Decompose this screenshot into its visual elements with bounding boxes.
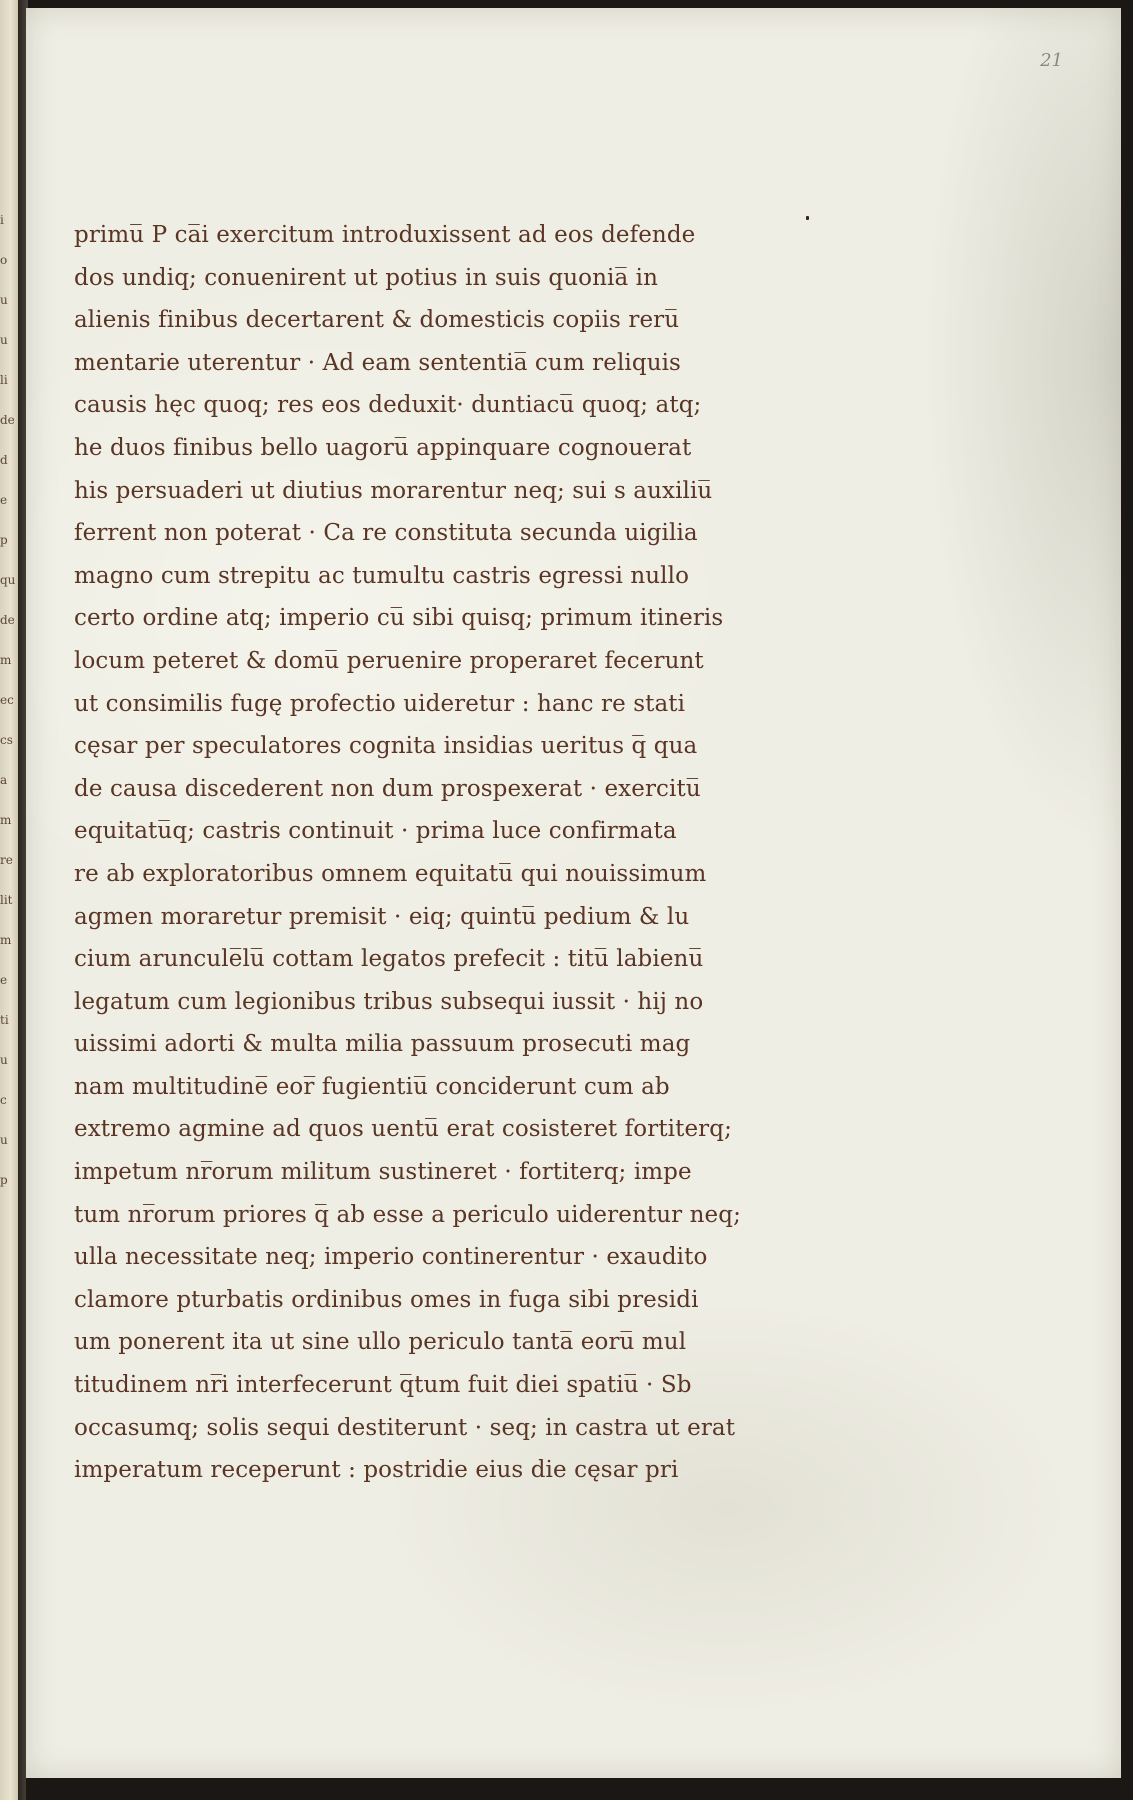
margin-fragment: u <box>0 1053 8 1067</box>
manuscript-line: clamore pturbatis ordinibus omes in fuga sibi presidi <box>74 1286 699 1313</box>
margin-fragment: qu <box>0 573 16 587</box>
manuscript-line: extremo agmine ad quos uentu̅ erat cosisteret fortiterq; <box>74 1116 732 1143</box>
margin-fragment: e <box>0 493 8 507</box>
manuscript-line: nam multitudine̅ eor̅ fugientiu̅ conciderunt cum ab <box>74 1073 670 1100</box>
margin-fragment: m <box>0 933 12 947</box>
manuscript-line: ferrent non poterat · Ca re constituta secunda uigilia <box>74 520 698 547</box>
manuscript-line: equitatu̅q; castris continuit · prima luce confirmata <box>74 818 677 845</box>
manuscript-line: titudinem nr̅i interfecerunt q̅tum fuit diei spatiu̅ · Sb <box>74 1372 692 1399</box>
manuscript-line: agmen moraretur premisit · eiq; quintu̅ pedium & lu <box>74 903 690 930</box>
margin-fragment: re <box>0 853 13 867</box>
manuscript-line: alienis finibus decertarent & domesticis copiis reru̅ <box>74 307 680 334</box>
manuscript-line: he duos finibus bello uagoru̅ appinquare cognouerat <box>74 434 692 461</box>
previous-page-margin-text <box>0 200 18 1200</box>
manuscript-line: re ab exploratoribus omnem equitatu̅ qui nouissimum <box>74 860 707 887</box>
ink-dot-mark <box>806 216 809 220</box>
manuscript-line: causis hęc quoq; res eos deduxit· duntiacu̅ quoq; atq; <box>74 392 702 419</box>
margin-fragment: p <box>0 533 8 547</box>
manuscript-line: uissimi adorti & multa milia passuum prosecuti mag <box>74 1031 691 1058</box>
manuscript-line: primu̅ P ca̅i exercitum introduxissent ad eos defende <box>74 222 696 248</box>
margin-fragment: de <box>0 613 15 627</box>
margin-fragment: u <box>0 1133 8 1147</box>
margin-fragment: m <box>0 813 12 827</box>
manuscript-line: occasumq; solis sequi destiterunt · seq; in castra ut erat <box>74 1414 736 1441</box>
bottom-edge <box>26 1778 1121 1800</box>
margin-fragment: de <box>0 413 15 427</box>
margin-fragment: p <box>0 1173 8 1187</box>
manuscript-line: ut consimilis fugę profectio uideretur : hanc re stati <box>74 690 686 717</box>
manuscript-line: certo ordine atq; imperio cu̅ sibi quisq; primum itineris <box>74 605 724 632</box>
manuscript-line: cium aruncule̅lu̅ cottam legatos prefecit : titu̅ labienu̅ <box>74 946 704 973</box>
margin-fragment: cs <box>0 733 13 747</box>
manuscript-line: legatum cum legionibus tribus subsequi iussit · hij no <box>74 988 704 1015</box>
margin-fragment: u <box>0 293 8 307</box>
folio-number: 21 <box>1040 50 1063 71</box>
margin-fragment: lit <box>0 893 13 907</box>
margin-fragment: i <box>0 213 4 227</box>
manuscript-line: his persuaderi ut diutius morarentur neq; sui s auxiliu̅ <box>74 477 713 504</box>
manuscript-line: de causa discederent non dum prospexerat · exercitu̅ <box>74 775 701 802</box>
margin-fragment: ec <box>0 693 14 707</box>
manuscript-line: locum peteret & domu̅ peruenire properaret fecerunt <box>74 647 704 674</box>
margin-fragment: li <box>0 373 8 387</box>
margin-fragment: o <box>0 253 8 267</box>
manuscript-line: imperatum receperunt : postridie eius die cęsar pri <box>74 1457 679 1484</box>
manuscript-text-block <box>74 214 844 1492</box>
margin-fragment: e <box>0 973 8 987</box>
manuscript-line: magno cum strepitu ac tumultu castris egressi nullo <box>74 562 690 589</box>
manuscript-line: dos undiq; conuenirent ut potius in suis quonia̅ in <box>74 264 659 291</box>
manuscript-line: um ponerent ita ut sine ullo periculo tanta̅ eoru̅ mul <box>74 1329 687 1356</box>
margin-fragment: a <box>0 773 8 787</box>
manuscript-line: tum nr̅orum priores q̅ ab esse a periculo uiderentur neq; <box>74 1201 741 1228</box>
parchment-leaf <box>26 8 1121 1778</box>
manuscript-line: mentarie uterentur · Ad eam sententia̅ cum reliquis <box>74 349 681 376</box>
manuscript-line: cęsar per speculatores cognita insidias ueritus q̅ qua <box>74 733 698 760</box>
margin-fragment: c <box>0 1093 7 1107</box>
manuscript-line: ulla necessitate neq; imperio continerentur · exaudito <box>74 1244 708 1271</box>
margin-fragment: ti <box>0 1013 9 1027</box>
manuscript-line: impetum nr̅orum militum sustineret · fortiterq; impe <box>74 1159 692 1186</box>
margin-fragment: m <box>0 653 12 667</box>
margin-fragment: u <box>0 333 8 347</box>
margin-fragment: d <box>0 453 8 467</box>
